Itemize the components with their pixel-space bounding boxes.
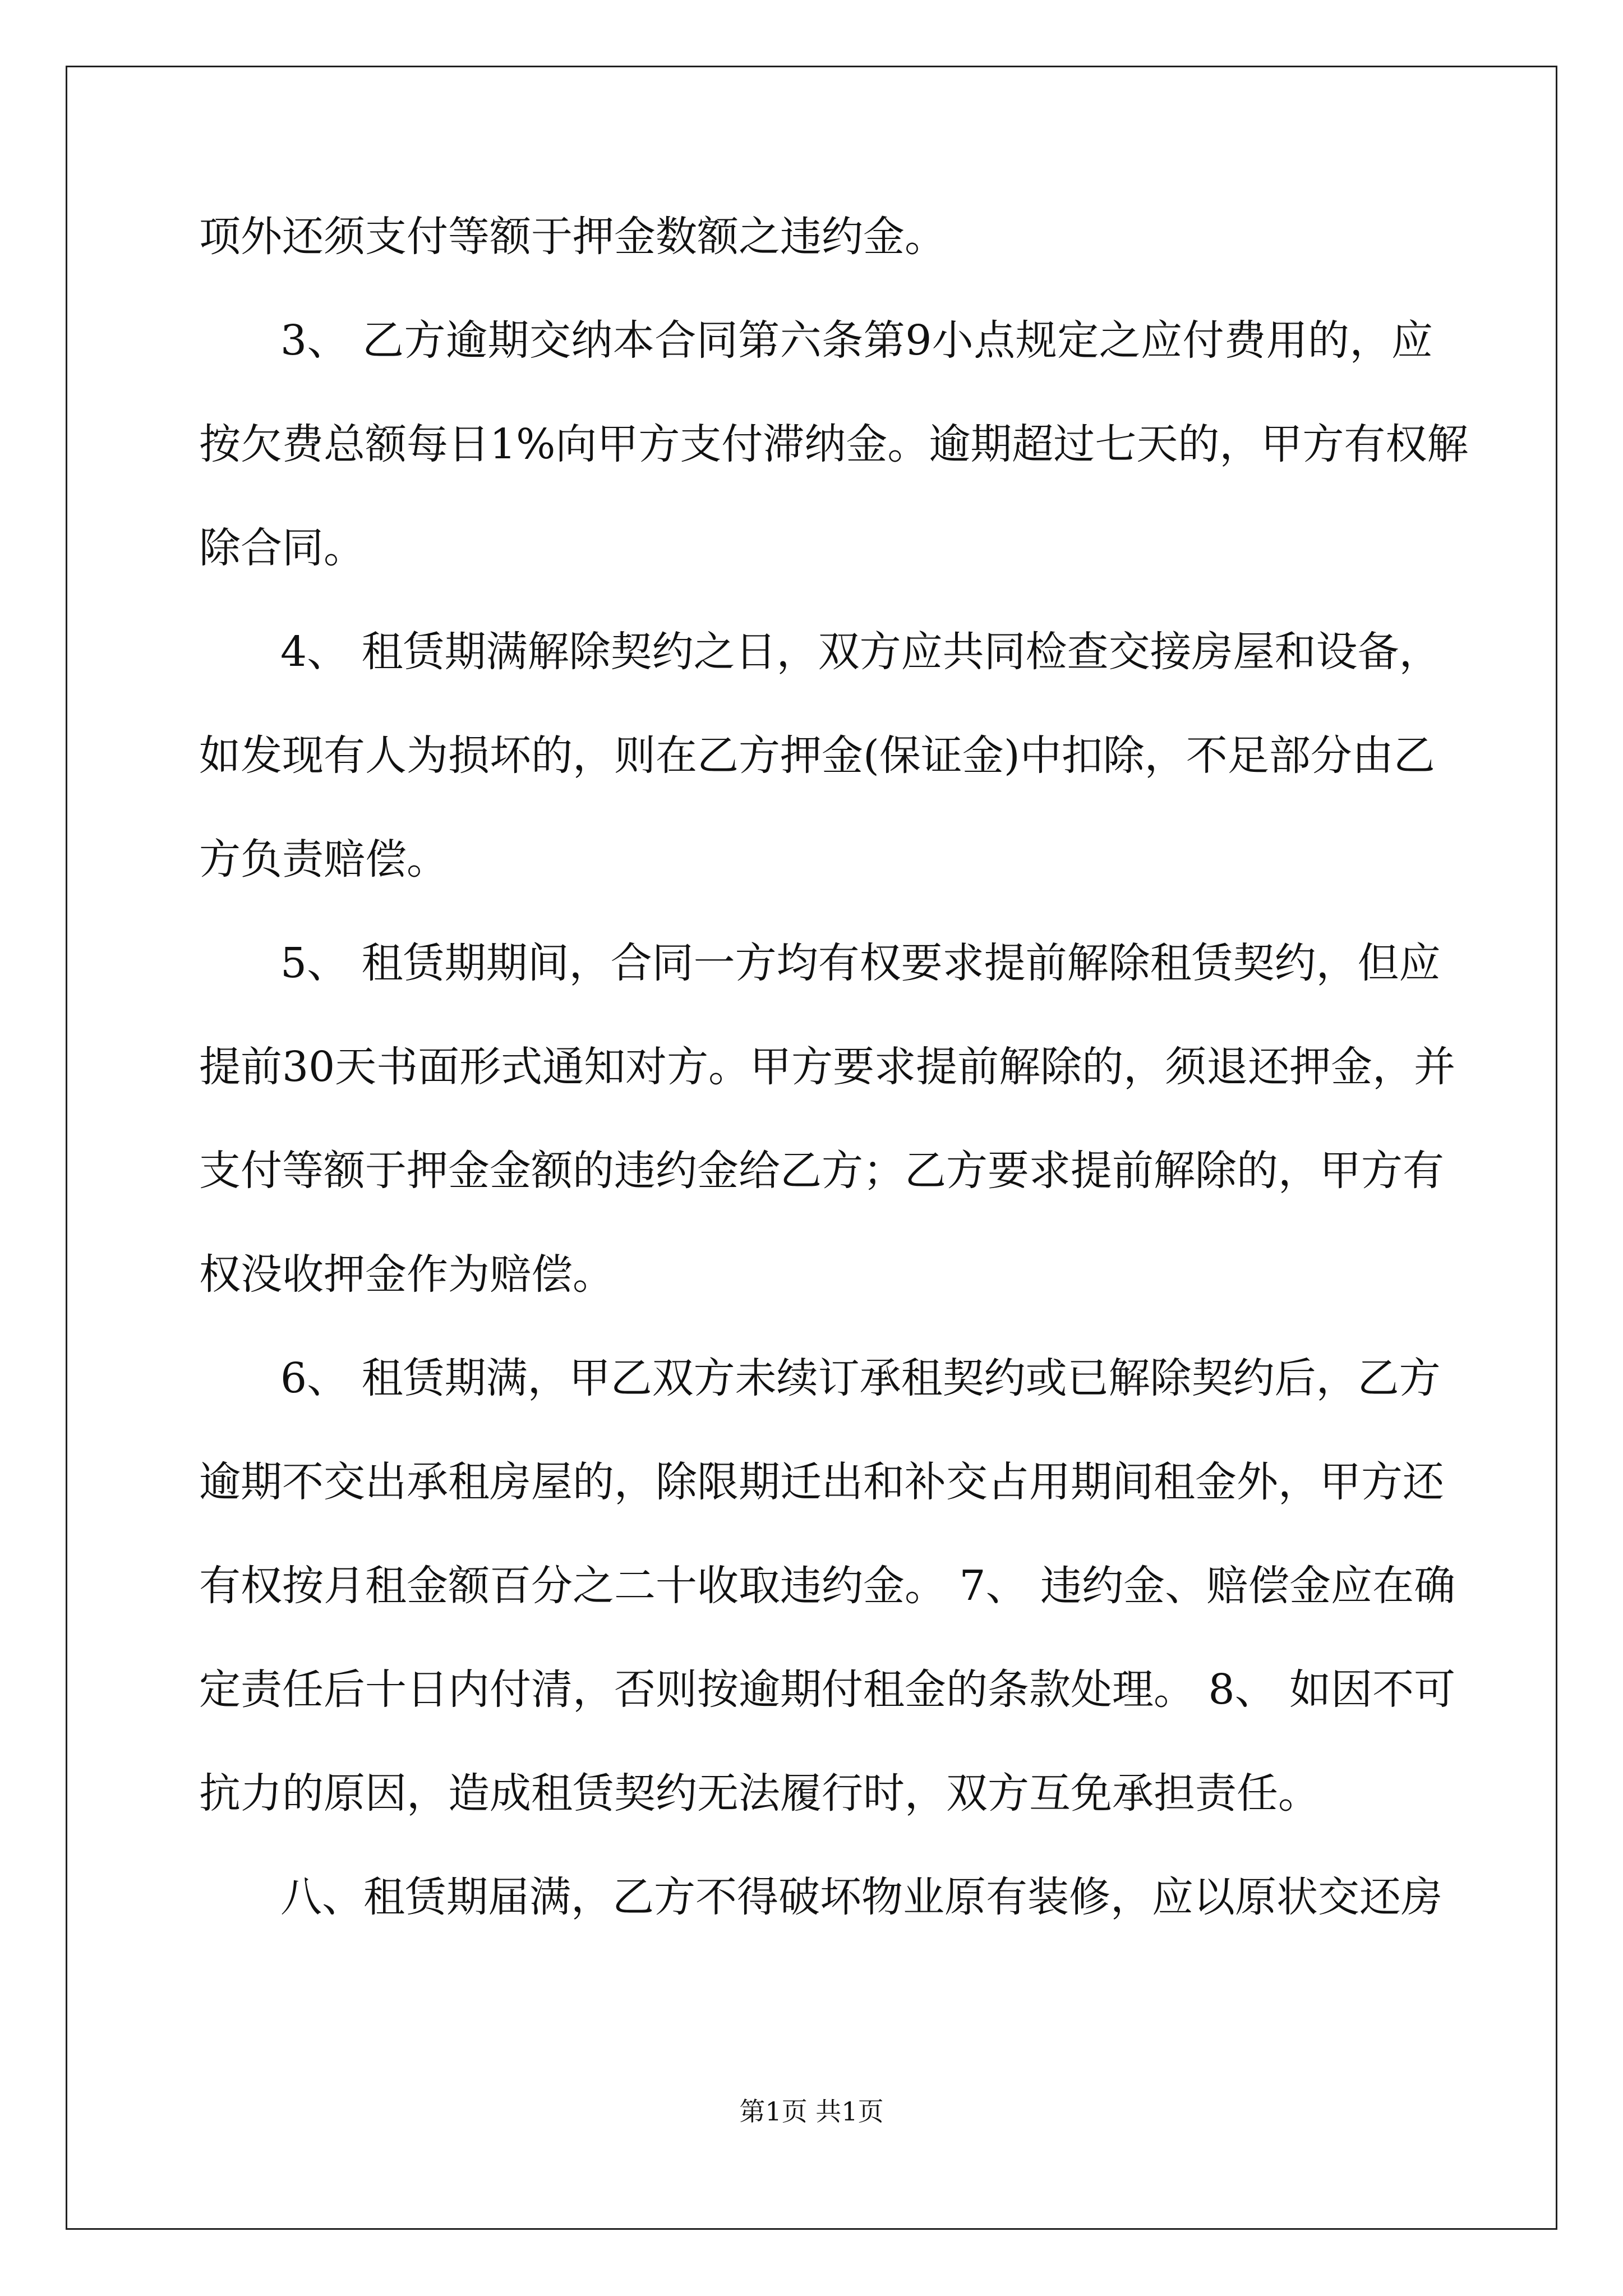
text-line: 6、 租赁期满，甲乙双方未续订承租契约或已解除契约后，乙方	[280, 1354, 1441, 1402]
text-line: 有权按月租金额百分之二十收取违约金。 7、 违约金、赔偿金应在确	[199, 1562, 1456, 1610]
text-line: 定责任后十日内付清，否则按逾期付租金的条款处理。 8、 如因不可	[199, 1665, 1456, 1714]
text-line: 抗力的原因，造成租赁契约无法履行时，双方互免承担责任。	[199, 1769, 1320, 1818]
text-line: 逾期不交出承租房屋的，除限期迁出和补交占用期间租金外，甲方还	[199, 1458, 1444, 1506]
text-line: 八、租赁期届满，乙方不得破坏物业原有装修，应以原状交还房	[280, 1873, 1442, 1921]
text-line: 4、 租赁期满解除契约之日，双方应共同检查交接房屋和设备，	[280, 628, 1441, 676]
page-footer: 第1页 共1页	[739, 2096, 884, 2127]
text-line: 5、 租赁期期间，合同一方均有权要求提前解除租赁契约，但应	[280, 939, 1441, 987]
text-line: 如发现有人为损坏的，则在乙方押金(保证金)中扣除，不足部分由乙	[199, 731, 1435, 780]
text-line: 提前30天书面形式通知对方。甲方要求提前解除的，须退还押金，并	[199, 1043, 1456, 1091]
text-line: 支付等额于押金金额的违约金给乙方；乙方要求提前解除的，甲方有	[199, 1147, 1444, 1195]
text-line: 方负责赔偿。	[199, 835, 448, 884]
text-line: 按欠费总额每日1%向甲方支付滞纳金。逾期超过七天的，甲方有权解	[199, 420, 1469, 468]
text-line: 3、 乙方逾期交纳本合同第六条第9小点规定之应付费用的，应	[280, 316, 1433, 365]
text-line: 项外还须支付等额于押金数额之违约金。	[199, 213, 946, 261]
document-body	[199, 185, 1469, 1949]
text-line: 权没收押金作为赔偿。	[199, 1250, 614, 1299]
text-line: 除合同。	[199, 524, 365, 572]
